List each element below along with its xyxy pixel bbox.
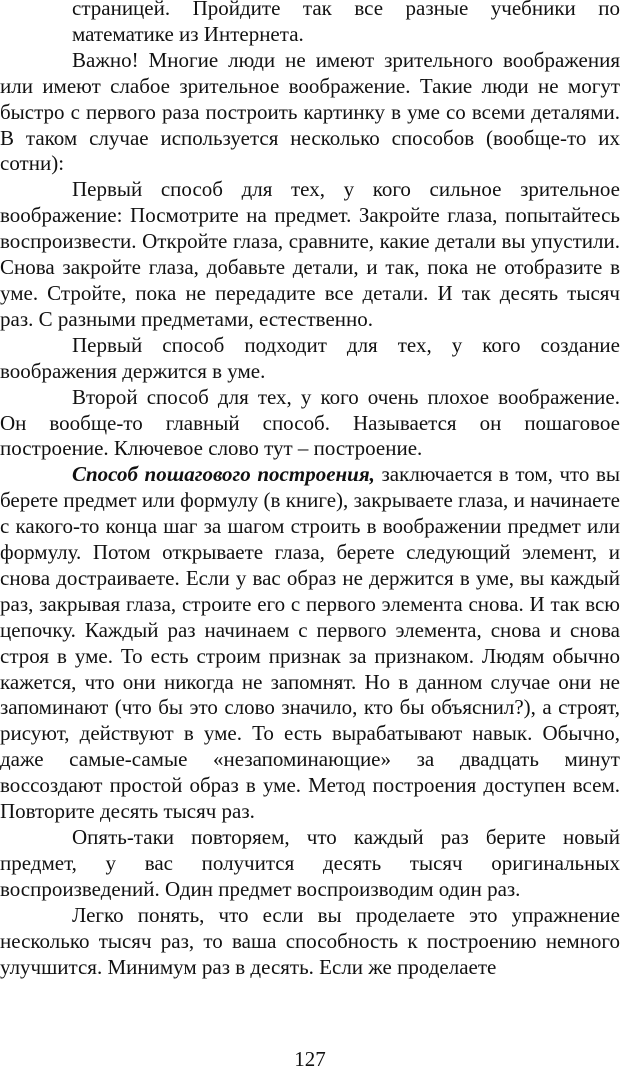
paragraph-second-method: Второй способ для тех, у кого очень плохое воображение. Он вообще-то главный способ. Называется он пошаговое построение. Ключевое слово тут – построение.	[0, 384, 620, 461]
paragraph-important: Важно! Многие люди не имеют зрительного воображения или имеют слабое зрительное воображение. Такие люди не могут быстро с первого раза построить картинку в уме со всеми деталями. В таком случае используется несколько способов (вообще-то их сотни):	[0, 47, 620, 176]
paragraph-repeat: Опять-таки повторяем, что каждый раз берите новый предмет, у вас получится десять тысяч оригинальных воспроизведений. Один предмет воспроизводим один раз.	[0, 825, 620, 901]
paragraph-practice: Легко понять, что если вы проделаете это упражнение несколько тысяч раз, то ваша способность к построению немного улучшится. Минимум раз в десять. Если же проделаете	[0, 902, 620, 979]
paragraph-first-method-note: Первый способ подходит для тех, у кого создание воображения держится в уме.	[0, 332, 620, 383]
paragraph-continued: страницей. Пройдите так все разные учебники по математике из Интернета.	[72, 0, 620, 46]
paragraph-first-method: Первый способ для тех, у кого сильное зрительное воображение: Посмотрите на предмет. Закройте глаза, попытайтесь воспроизвести. Откройте глаза, сравните, какие детали вы упустили. Снова закройте глаза, добавьте детали, и так, пока не отобразите в уме. Стройте, пока не передадите все детали. И так десять тысяч раз. С разными предметами, естественно.	[0, 177, 620, 331]
paragraph-stepwise-method	[0, 462, 620, 825]
page-number: 127	[294, 1047, 326, 1071]
stepwise-method-term: Способ пошагового построения,	[72, 462, 375, 487]
stepwise-method-text: заключается в том, что вы берете предмет или формулу (в книге), закрываете глаза, и начинаете с какого-то конца шаг за шагом строить в воображении предмет или формулу. Потом открываете глаза, берете следующий элемент, и снова достраиваете. Если у вас образ не держится в уме, вы каждый раз, закрывая глаза, строите его с первого элемента снова. И так всю цепочку. Каждый раз начинаем с первого элемента, снова и снова строя в уме. То есть строим признак за признаком. Людям обычно кажется, что они никогда не запомнят. Но в данном случае они не запоминают (что бы это слово значило, кто бы объяснил?), а строят, рисуют, действуют в уме. То есть вырабатывают навык. Обычно, даже самые-самые «незапоминающие» за двадцать минут воссоздают простой образ в уме. Метод построения доступен всем. Повторите десять тысяч раз.	[0, 462, 620, 824]
